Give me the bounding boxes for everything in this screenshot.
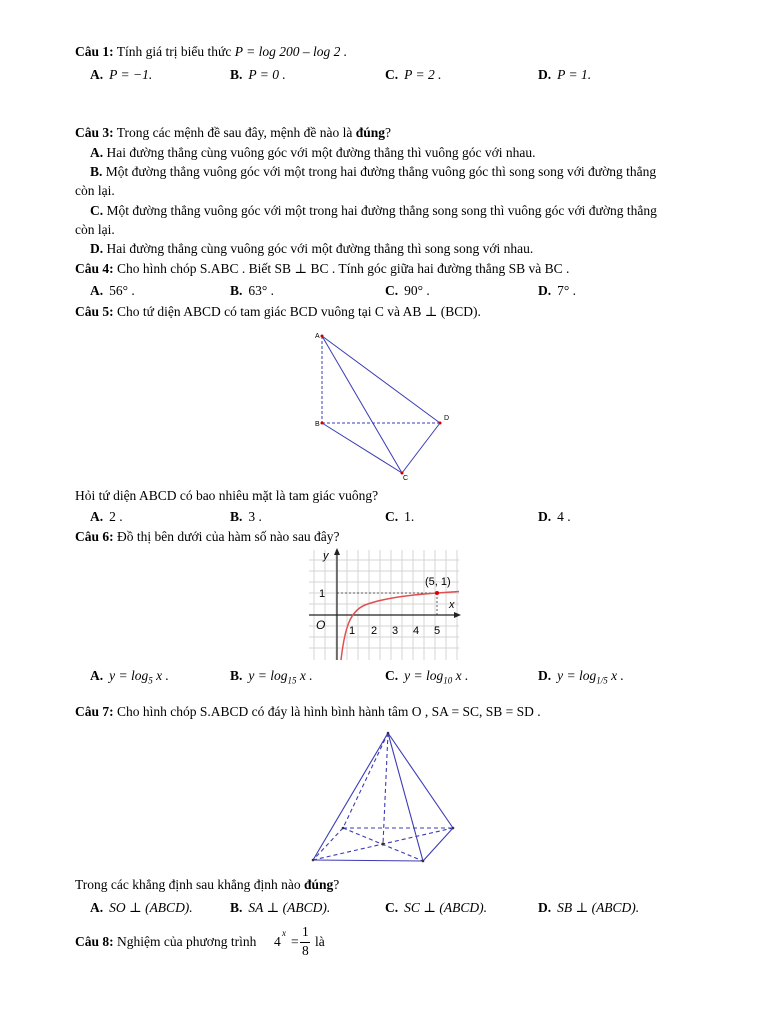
q5-option-a[interactable]: A. 2 . [90, 509, 123, 524]
q7-label: Câu 7: [75, 704, 114, 719]
graph-origin-label: O [316, 618, 326, 632]
vertex-b-label: B [315, 421, 320, 428]
q7-question: Trong các khẳng định sau khẳng định nào đúng? [75, 877, 340, 892]
q5-option-c[interactable]: C. 1. [385, 509, 415, 524]
q6-label: Câu 6: [75, 529, 114, 544]
q1-option-b[interactable]: B. P = 0 . [230, 67, 286, 82]
graph-y-tick: 1 [319, 588, 326, 600]
q3-option-c[interactable]: C. Một đường thẳng vuông góc với một trong hai đường thẳng song song thì vuông góc với đường thẳng [90, 203, 657, 218]
q7-option-c[interactable]: C. SC ⊥ (ABCD). [385, 900, 487, 915]
q8-label: Câu 8: [75, 934, 114, 949]
q6-option-c[interactable]: C. $y = \log_{10} x$ . [385, 668, 469, 686]
q5-question: Hỏi tứ diện ABCD có bao nhiêu mặt là tam giác vuông? [75, 488, 379, 503]
q8-stem: Câu 8: Nghiệm của phương trình [75, 934, 257, 949]
graph-x-tick-3: 3 [392, 625, 399, 637]
q1-expr: P = log 200 – log 2 . [234, 44, 348, 59]
q6-stem: Câu 6: Đồ thị bên dưới của hàm số nào sau đây? [75, 529, 340, 544]
q1-label: Câu 1: [75, 44, 114, 59]
q7-option-b[interactable]: B. SA ⊥ (ABCD). [230, 900, 331, 915]
q1-option-a[interactable]: A. P = −1. [90, 67, 153, 82]
q1-text: Tính giá trị biểu thức [116, 44, 232, 59]
q5-option-d[interactable]: D. 4 . [538, 509, 571, 524]
q3-option-b-cont: còn lại. [75, 183, 115, 198]
q4-stem: Câu 4: Cho hình chóp S.ABC . Biết SB ⊥ BC . Tính góc giữa hai đường thẳng SB và BC . [75, 261, 570, 276]
q4-option-d[interactable]: D. 7° . [538, 283, 577, 298]
graph-x-tick-2: 2 [371, 625, 378, 637]
q3-option-a[interactable]: A. Hai đường thẳng cùng vuông góc với một đường thẳng thì vuông góc với nhau. [90, 145, 536, 160]
tetrahedron-figure [305, 328, 465, 483]
q7-option-a[interactable]: A. SO ⊥ (ABCD). [90, 900, 193, 915]
log-graph [307, 545, 462, 662]
q4-option-c[interactable]: C. 90° . [385, 283, 430, 298]
q5-option-b[interactable]: B. 3 . [230, 509, 262, 524]
q7-stem: Câu 7: Cho hình chóp S.ABCD có đáy là hình bình hành tâm O , SA = SC, SB = SD . [75, 704, 541, 719]
q1-option-c[interactable]: C. P = 2 . [385, 67, 442, 82]
graph-x-tick-5: 5 [434, 625, 441, 637]
q1-stem [75, 44, 347, 60]
q3-option-d[interactable]: D. Hai đường thẳng cùng vuông góc với một đường thẳng thì song song với nhau. [90, 241, 534, 256]
graph-x-tick-1: 1 [349, 625, 356, 637]
q1-option-d[interactable]: D. P = 1. [538, 67, 592, 82]
q6-option-a[interactable]: A. $y = \log_5 x$ . [90, 668, 169, 686]
q3-option-b[interactable]: B. Một đường thẳng vuông góc với một trong hai đường thẳng vuông góc thì song song với đường thẳng [90, 164, 657, 179]
pyramid-figure [308, 727, 460, 867]
q6-option-d[interactable]: D. $y = \log_{1/5} x$ . [538, 668, 624, 686]
vertex-d-label: D [444, 415, 450, 422]
q6-option-b[interactable]: B. $y = \log_{15} x$ . [230, 668, 313, 686]
q3-label: Câu 3: [75, 125, 114, 140]
q5-stem: Câu 5: Cho tứ diện ABCD có tam giác BCD vuông tại C và AB ⊥ (BCD). [75, 304, 481, 319]
vertex-a-label: A [315, 333, 320, 340]
graph-y-label: y [323, 550, 329, 562]
vertex-c-label: C [403, 475, 409, 482]
q7-option-d[interactable]: D. SB ⊥ (ABCD). [538, 900, 640, 915]
q4-option-b[interactable]: B. 63° . [230, 283, 275, 298]
q4-option-a[interactable]: A. 56° . [90, 283, 135, 298]
graph-x-label: x [449, 599, 455, 611]
q3-option-c-cont: còn lại. [75, 222, 115, 237]
q5-label: Câu 5: [75, 304, 114, 319]
graph-x-tick-4: 4 [413, 625, 420, 637]
q4-label: Câu 4: [75, 261, 114, 276]
q3-stem: Câu 3: Trong các mệnh đề sau đây, mệnh đề nào là đúng? [75, 125, 391, 140]
graph-point-label: (5, 1) [425, 576, 451, 588]
